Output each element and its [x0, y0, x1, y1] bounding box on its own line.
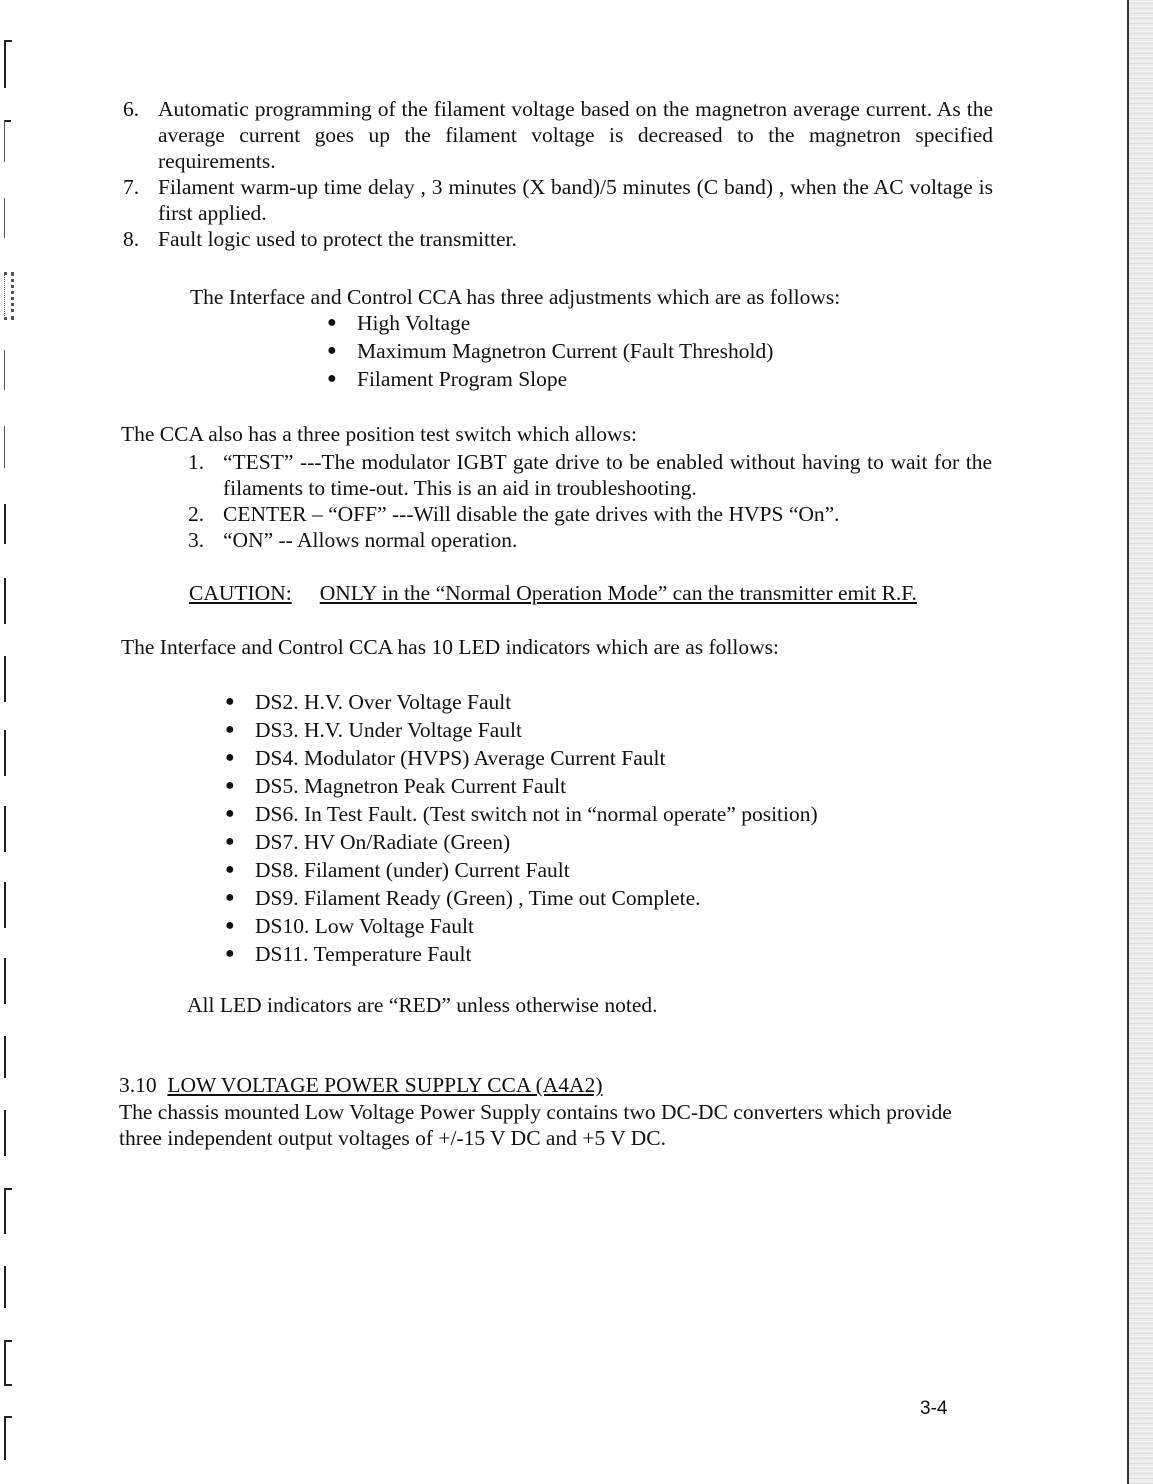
bullet-icon: ● — [327, 342, 337, 359]
bullet-icon: ● — [225, 805, 235, 822]
list-item — [327, 366, 927, 394]
list-item — [225, 773, 925, 801]
binding-mark — [4, 426, 11, 468]
caution-label: CAUTION: — [189, 581, 292, 605]
list-text: Maximum Magnetron Current (Fault Threshold) — [357, 339, 774, 363]
list-number: 3. — [188, 528, 205, 552]
binding-mark — [4, 198, 11, 238]
binding-mark — [4, 578, 12, 624]
list-text: DS7. HV On/Radiate (Green) — [255, 830, 511, 854]
list-item — [225, 913, 925, 941]
list-text: DS8. Filament (under) Current Fault — [255, 858, 570, 882]
binding-mark — [4, 1110, 12, 1156]
binding-mark — [4, 1188, 12, 1234]
led-intro: The Interface and Control CCA has 10 LED indicators which are as follows: — [121, 635, 779, 659]
bullet-icon: ● — [225, 889, 235, 906]
list-text: DS10. Low Voltage Fault — [255, 914, 474, 938]
list-item — [327, 310, 927, 338]
bullet-icon: ● — [225, 777, 235, 794]
list-text: DS6. In Test Fault. (Test switch not in “normal operate” position) — [255, 802, 818, 826]
list-text: Fault logic used to protect the transmitter. — [158, 227, 517, 251]
list-number: 6. — [123, 97, 140, 121]
list-item — [123, 226, 993, 252]
list-item — [123, 174, 993, 226]
list-text: “ON” -- Allows normal operation. — [223, 528, 518, 552]
led-list — [225, 689, 925, 969]
binding-mark — [4, 882, 12, 928]
list-item — [225, 745, 925, 773]
list-text: DS4. Modulator (HVPS) Average Current Fault — [255, 746, 666, 770]
binding-mark — [4, 504, 12, 544]
section-number: 3.10 — [119, 1073, 157, 1097]
adjustments-list — [327, 310, 927, 394]
bullet-icon: ● — [225, 833, 235, 850]
list-item — [225, 801, 925, 829]
caution-text: ONLY in the “Normal Operation Mode” can the transmitter emit R.F. — [319, 581, 917, 605]
list-number: 1. — [188, 450, 205, 474]
list-item — [225, 717, 925, 745]
binding-mark — [4, 1266, 12, 1308]
binding-mark — [4, 730, 12, 776]
page-number: 3-4 — [920, 1398, 948, 1419]
list-item — [123, 96, 993, 174]
binding-mark — [4, 120, 11, 162]
section-title: LOW VOLTAGE POWER SUPPLY CCA (A4A2) — [167, 1073, 603, 1097]
list-text: Filament Program Slope — [357, 367, 568, 391]
bullet-icon: ● — [225, 693, 235, 710]
bullet-icon: ● — [225, 721, 235, 738]
scan-edge — [1127, 0, 1153, 1484]
bullet-icon: ● — [225, 945, 235, 962]
binding-mark — [4, 656, 12, 702]
bullet-icon: ● — [225, 861, 235, 878]
bullet-icon: ● — [225, 749, 235, 766]
bullet-icon: ● — [225, 917, 235, 934]
led-note: All LED indicators are “RED” unless otherwise noted. — [187, 993, 658, 1017]
list-text: DS11. Temperature Fault — [255, 942, 472, 966]
binding-mark — [4, 1340, 12, 1386]
binding-mark — [4, 1416, 12, 1460]
list-text: “TEST” ---The modulator IGBT gate drive to be enabled without having to wait for the filaments to time-out. This is an aid in troubleshooting. — [223, 450, 992, 500]
list-text: DS5. Magnetron Peak Current Fault — [255, 774, 567, 798]
bullet-icon: ● — [327, 314, 337, 331]
list-number: 2. — [188, 502, 205, 526]
list-item — [188, 527, 992, 553]
binding-mark — [4, 1036, 12, 1078]
adjustments-intro: The Interface and Control CCA has three adjustments which are as follows: — [190, 285, 841, 309]
list-item — [225, 829, 925, 857]
list-item — [188, 501, 992, 527]
list-item — [225, 689, 925, 717]
list-text: Filament warm-up time delay , 3 minutes (X band)/5 minutes (C band) , when the AC voltage is first applied. — [158, 175, 993, 225]
list-text: DS2. H.V. Over Voltage Fault — [255, 690, 512, 714]
list-text: CENTER – “OFF” ---Will disable the gate drives with the HVPS “On”. — [223, 502, 840, 526]
list-item — [188, 449, 992, 501]
binding-mark — [4, 350, 11, 390]
list-text: High Voltage — [357, 311, 471, 335]
switch-intro: The CCA also has a three position test switch which allows: — [121, 422, 637, 446]
section-heading — [119, 1072, 979, 1098]
list-text: DS9. Filament Ready (Green) , Time out Complete. — [255, 886, 701, 910]
list-item — [225, 857, 925, 885]
binding-mark — [4, 806, 12, 852]
switch-list — [188, 449, 992, 553]
bullet-icon: ● — [327, 370, 337, 387]
list-number: 8. — [123, 227, 140, 251]
list-item — [225, 941, 925, 969]
caution — [189, 580, 989, 606]
list-number: 7. — [123, 175, 140, 199]
list-text: DS3. H.V. Under Voltage Fault — [255, 718, 522, 742]
feature-list — [123, 96, 993, 252]
section-body: The chassis mounted Low Voltage Power Supply contains two DC-DC converters which provide three independent output voltages of +/-15 V DC and +5 V DC. — [119, 1100, 952, 1150]
list-text: Automatic programming of the filament voltage based on the magnetron average current. As the average current goes up the filament voltage is decreased to the magnetron specified requirements. — [158, 97, 993, 173]
binding-mark — [4, 40, 12, 88]
list-item — [327, 338, 927, 366]
binding-mark — [4, 272, 14, 320]
list-item — [225, 885, 925, 913]
binding-mark — [4, 958, 12, 1004]
